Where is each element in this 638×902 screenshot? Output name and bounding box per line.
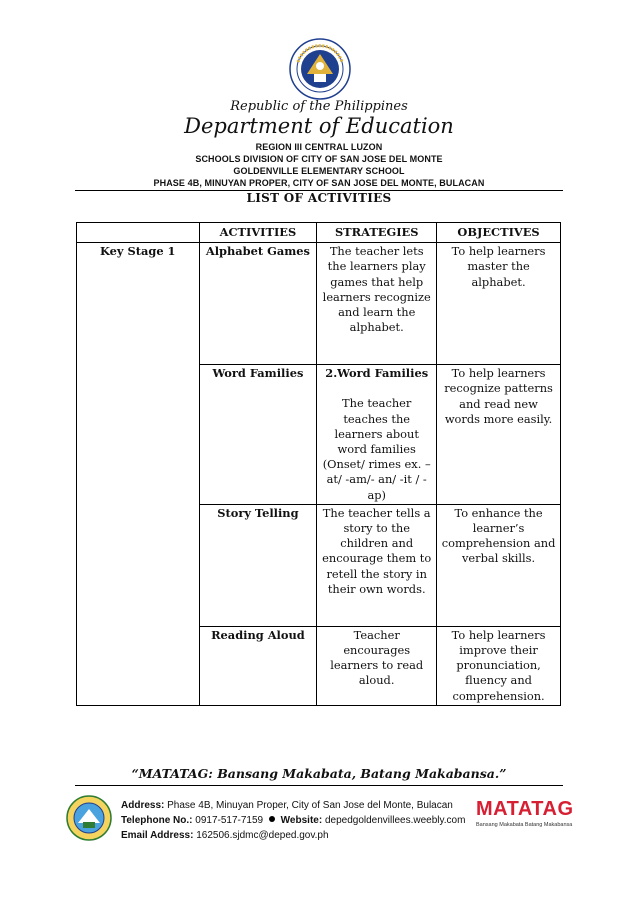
phone-label: Telephone No.: bbox=[121, 815, 193, 826]
table-header-strategies: STRATEGIES bbox=[317, 223, 437, 243]
objective-cell: To help learners improve their pronunciation, fluency and comprehension. bbox=[437, 626, 561, 705]
website-label: Website: bbox=[280, 815, 323, 826]
region-line: REGION III CENTRAL LUZON bbox=[255, 142, 383, 152]
strategy-cell: Teacher encourages learners to read aloud. bbox=[317, 626, 437, 705]
table-row bbox=[77, 626, 561, 705]
activity-cell: Story Telling bbox=[199, 504, 317, 626]
table-row bbox=[77, 504, 561, 626]
deped-seal-logo bbox=[289, 38, 351, 100]
address-value: Phase 4B, Minuyan Proper, City of San Jose del Monte, Bulacan bbox=[167, 800, 453, 811]
objective-cell: To enhance the learner’s comprehension and verbal skills. bbox=[437, 504, 561, 626]
division-line: SCHOOLS DIVISION OF CITY OF SAN JOSE DEL MONTE bbox=[195, 154, 443, 164]
matatag-wordmark: MATATAG bbox=[476, 798, 574, 820]
table-header-objectives: OBJECTIVES bbox=[437, 223, 561, 243]
key-stage-cell: Key Stage 1 bbox=[77, 243, 200, 365]
republic-line: Republic of the Philippines bbox=[230, 99, 408, 114]
table-header-stage bbox=[77, 223, 200, 243]
phone-value: 0917-517-7159 bbox=[195, 815, 264, 826]
key-stage-cell-empty bbox=[77, 504, 200, 626]
activity-cell: Alphabet Games bbox=[199, 243, 317, 365]
strategy-cell: The teacher lets the learners play games that help learners recognize and learn the alphabet. bbox=[317, 243, 437, 365]
activity-cell: Word Families bbox=[199, 365, 317, 505]
footer-contact-line bbox=[121, 815, 465, 826]
address-label: Address: bbox=[121, 800, 165, 811]
key-stage-cell-empty bbox=[77, 365, 200, 505]
document-title: LIST OF ACTIVITIES bbox=[246, 191, 392, 205]
footer-divider bbox=[75, 785, 563, 786]
school-address: PHASE 4B, MINUYAN PROPER, CITY OF SAN JOSE DEL MONTE, BULACAN bbox=[153, 178, 485, 188]
footer-address-line bbox=[121, 800, 453, 811]
table-row bbox=[77, 365, 561, 505]
email-label: Email Address: bbox=[121, 830, 194, 841]
key-stage-cell-empty bbox=[77, 626, 200, 705]
strategy-heading: 2.Word Families bbox=[325, 366, 429, 381]
email-link[interactable]: 162506.sjdmc@deped.gov.ph bbox=[196, 830, 329, 841]
website-link[interactable]: depedgoldenvillees.weebly.com bbox=[324, 815, 466, 826]
footer-email-line bbox=[121, 830, 329, 841]
motto: “MATATAG: Bansang Makabata, Batang Makabansa.” bbox=[131, 766, 507, 781]
matatag-logo bbox=[476, 798, 576, 828]
table-row bbox=[77, 243, 561, 365]
table-header-activities: ACTIVITIES bbox=[199, 223, 317, 243]
activities-table bbox=[76, 222, 561, 706]
strategy-cell: The teacher tells a story to the children and encourage them to retell the story in their own words. bbox=[317, 504, 437, 626]
school-logo bbox=[66, 795, 112, 841]
bullet-icon bbox=[269, 816, 275, 822]
objective-cell: To help learners recognize patterns and read new words more easily. bbox=[437, 365, 561, 505]
activity-cell: Reading Aloud bbox=[199, 626, 317, 705]
department-name: Department of Education bbox=[184, 114, 454, 138]
strategy-cell bbox=[317, 365, 437, 505]
school-name: GOLDENVILLE ELEMENTARY SCHOOL bbox=[233, 166, 405, 176]
strategy-text: The teacher teaches the learners about word families (Onset/ rimes ex. –at/ -am/- an/ -it / -ap) bbox=[322, 396, 431, 502]
objective-cell: To help learners master the alphabet. bbox=[437, 243, 561, 365]
matatag-tagline: Bansang Makabata Batang Makabansa bbox=[476, 822, 573, 828]
table-header-row bbox=[77, 223, 561, 243]
strategy-spacer bbox=[320, 381, 433, 396]
